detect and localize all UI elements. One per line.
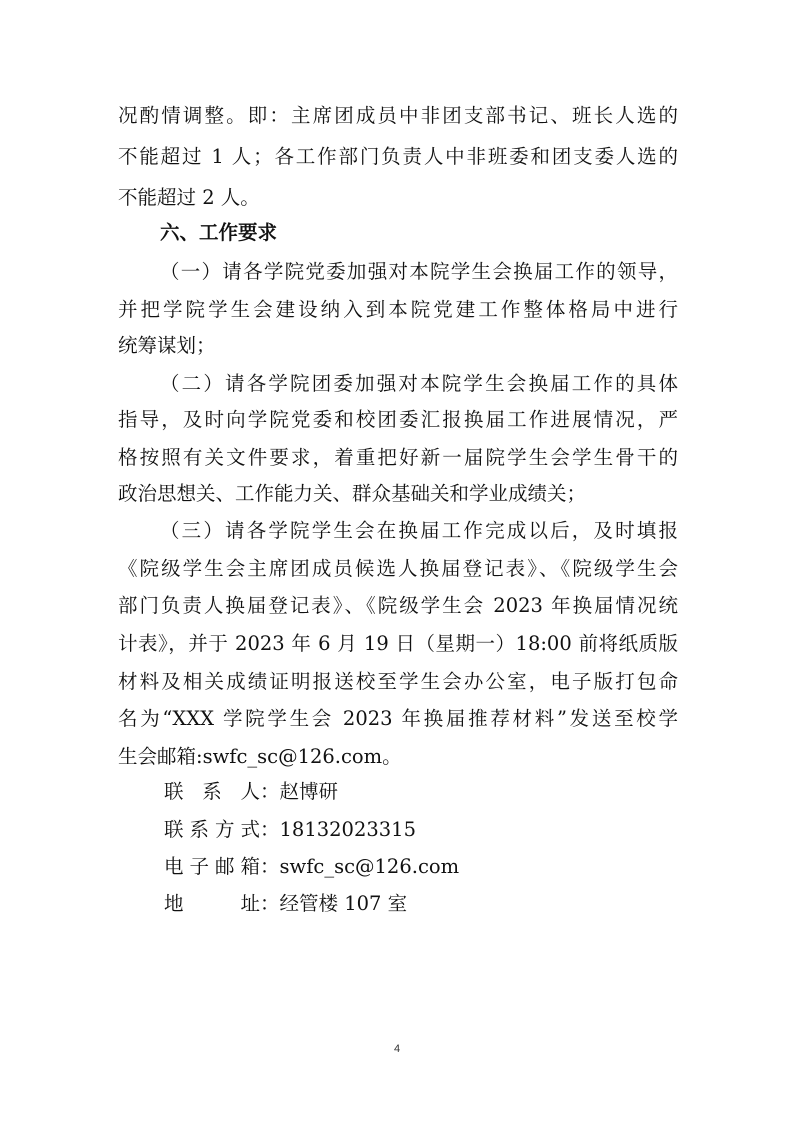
paragraph-2-line: 格按照有关文件要求，着重把好新一届院学生会学生骨干的: [118, 446, 678, 469]
contact-separator: ：: [260, 780, 280, 803]
contact-label: 电子邮箱: [164, 855, 260, 878]
paragraph-3-line: 名为“XXX 学院学生会 2023 年换届推荐材料”发送至校学: [118, 707, 678, 730]
contact-separator: ：: [260, 892, 280, 915]
paragraph-1-line: 并把学院学生会建设纳入到本院党建工作整体格局中进行: [118, 298, 678, 321]
paragraph-3-line: 计表》，并于 2023 年 6 月 19 日（星期一）18:00 前将纸质版: [118, 632, 678, 655]
contact-value: 经管楼 107 室: [279, 892, 408, 915]
paragraph-1-line: （一）请各学院党委加强对本院学生会换届工作的领导，: [160, 260, 678, 283]
contact-address-row: [164, 892, 407, 916]
contact-person-row: [164, 780, 338, 804]
paragraph-3-line: 材料及相关成绩证明报送校至学生会办公室，电子版打包命: [118, 670, 678, 693]
contact-phone-row: [164, 818, 416, 842]
paragraph-2-line: 指导，及时向学院党委和校团委汇报换届工作进展情况，严: [118, 408, 678, 431]
contact-separator: ：: [260, 855, 280, 878]
contact-label: 联系方式: [164, 818, 260, 841]
contact-label: 联 系 人: [164, 780, 260, 803]
contact-value: 18132023315: [279, 818, 416, 841]
paragraph-3-line: （三）请各学院学生会在换届工作完成以后，及时填报: [160, 519, 678, 542]
body-line: 不能超过 1 人；各工作部门负责人中非班委和团支委人选的: [118, 145, 678, 168]
body-line: 况酌情调整。即：主席团成员中非团支部书记、班长人选的: [118, 104, 678, 127]
body-line: 不能超过 2 人。: [118, 186, 260, 209]
page-number: 4: [393, 1043, 401, 1055]
paragraph-3-line: 《院级学生会主席团成员候选人换届登记表》、《院级学生会: [118, 557, 678, 580]
section-heading: 六、工作要求: [160, 221, 278, 244]
contact-label: 地 址: [164, 892, 260, 915]
contact-email-row: [164, 855, 459, 879]
contact-separator: ：: [260, 818, 280, 841]
contact-value: 赵博研: [279, 780, 339, 803]
paragraph-2-line: （二）请各学院团委加强对本院学生会换届工作的具体: [160, 372, 678, 395]
contact-value: swfc_sc@126.com: [279, 855, 460, 878]
paragraph-3-line: 生会邮箱:swfc_sc@126.com。: [118, 745, 402, 768]
paragraph-1-line: 统筹谋划；: [118, 334, 216, 357]
paragraph-3-line: 部门负责人换届登记表》、《院级学生会 2023 年换届情况统: [118, 594, 678, 617]
paragraph-2-line: 政治思想关、工作能力关、群众基础关和学业成绩关；: [118, 482, 587, 505]
